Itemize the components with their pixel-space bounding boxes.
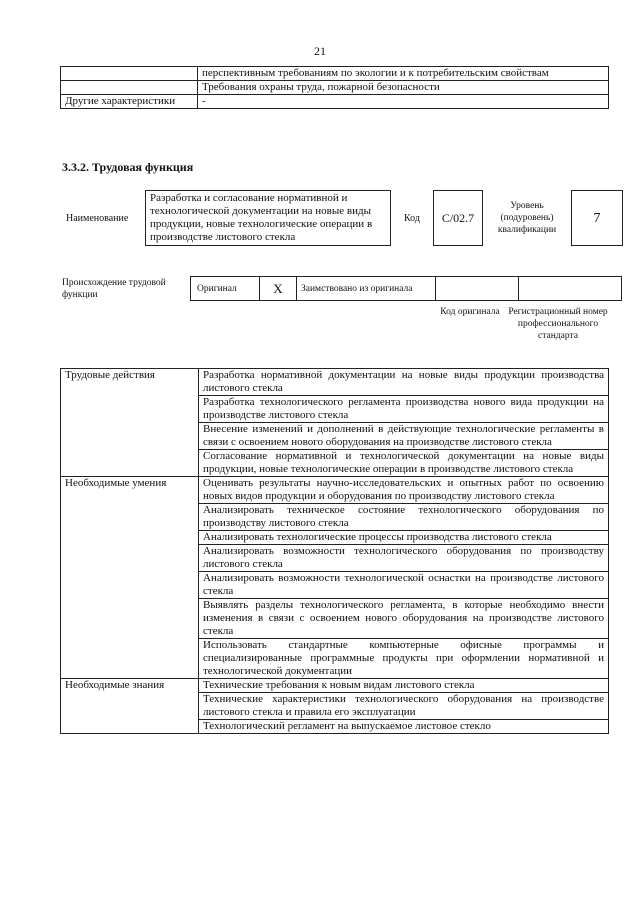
original-code-cell [436, 277, 519, 301]
list-item: Разработка нормативной документации на новые виды продукции производства листового стекла [199, 369, 609, 396]
code-label: Код [404, 212, 420, 224]
top-characteristics-table [60, 66, 609, 109]
list-item: Технические требования к новым видам листового стекла [199, 679, 609, 693]
section-heading: 3.3.2. Трудовая функция [62, 160, 194, 174]
list-item: Выявлять разделы технологического регламента, в которые необходимо внести изменения в связи с освоением нового оборудования на производстве листового стекла [199, 599, 609, 639]
row-text: перспективным требованиям по экологии и к потребительским свойствам [198, 67, 609, 81]
row-label: Другие характеристики [61, 95, 198, 109]
page-number: 21 [314, 44, 326, 58]
list-item: Технологический регламент на выпускаемое листовое стекло [199, 720, 609, 734]
list-item: Технические характеристики технологического оборудования на производстве листового стекла и правила его эксплуатации [199, 693, 609, 720]
list-item: Анализировать возможности технологического оборудования по производству листового стекла [199, 545, 609, 572]
origin-table [60, 276, 622, 301]
list-item: Использовать стандартные компьютерные офисные программы и специализированные программные продукты при оформлении нормативной и технологической документации [199, 639, 609, 679]
table-row [61, 369, 609, 396]
table-row [61, 67, 609, 81]
list-item: Согласование нормативной и технологической документации на новые виды продукции, новые технологические операции в производстве листового стекла [199, 450, 609, 477]
table-row [61, 477, 609, 504]
origin-label: Происхождение трудовой функции [62, 277, 166, 300]
list-item: Оценивать результаты научно-исследовательских и опытных работ по освоению новых видов продукции и оборудования по производству листового стекла [199, 477, 609, 504]
table-row [61, 95, 609, 109]
list-item: Анализировать техническое состояние технологического оборудования по производству листового стекла [199, 504, 609, 531]
original-cell: Оригинал [191, 277, 260, 301]
table-row [61, 81, 609, 95]
list-item: Анализировать технологические процессы производства листового стекла [199, 531, 609, 545]
row-text: Требования охраны труда, пожарной безопасности [198, 81, 609, 95]
row-text: - [198, 95, 609, 109]
level-label: Уровень (подуровень) квалификации [497, 201, 557, 235]
list-item: Внесение изменений и дополнений в действующие технологические регламенты в связи с освоением нового оборудования на производстве листового стекла [199, 423, 609, 450]
level-value: 7 [572, 191, 623, 246]
function-header-table [60, 190, 623, 246]
section-label: Необходимые знания [61, 679, 199, 734]
list-item: Разработка технологического регламента производства нового вида продукции на производстве листового стекла [199, 396, 609, 423]
code-value: C/02.7 [434, 191, 483, 246]
original-code-caption: Код оригинала [440, 307, 500, 317]
function-name: Разработка и согласование нормативной и технологической документации на новые виды продукции, новые технологические операции в производстве листового стекла [146, 191, 391, 246]
name-label: Наименование [66, 212, 129, 224]
section-label: Трудовые действия [61, 369, 199, 477]
row-label [61, 81, 198, 95]
row-label [61, 67, 198, 81]
original-mark: X [260, 277, 297, 301]
section-label: Необходимые умения [61, 477, 199, 679]
registration-number-caption: Регистрационный номер профессионального стандарта [508, 307, 608, 341]
borrowed-cell: Заимствовано из оригинала [297, 277, 436, 301]
labor-function-table [60, 368, 609, 734]
list-item: Анализировать возможности технологической оснастки на производстве листового стекла [199, 572, 609, 599]
registration-number-cell [519, 277, 622, 301]
table-row [61, 679, 609, 693]
